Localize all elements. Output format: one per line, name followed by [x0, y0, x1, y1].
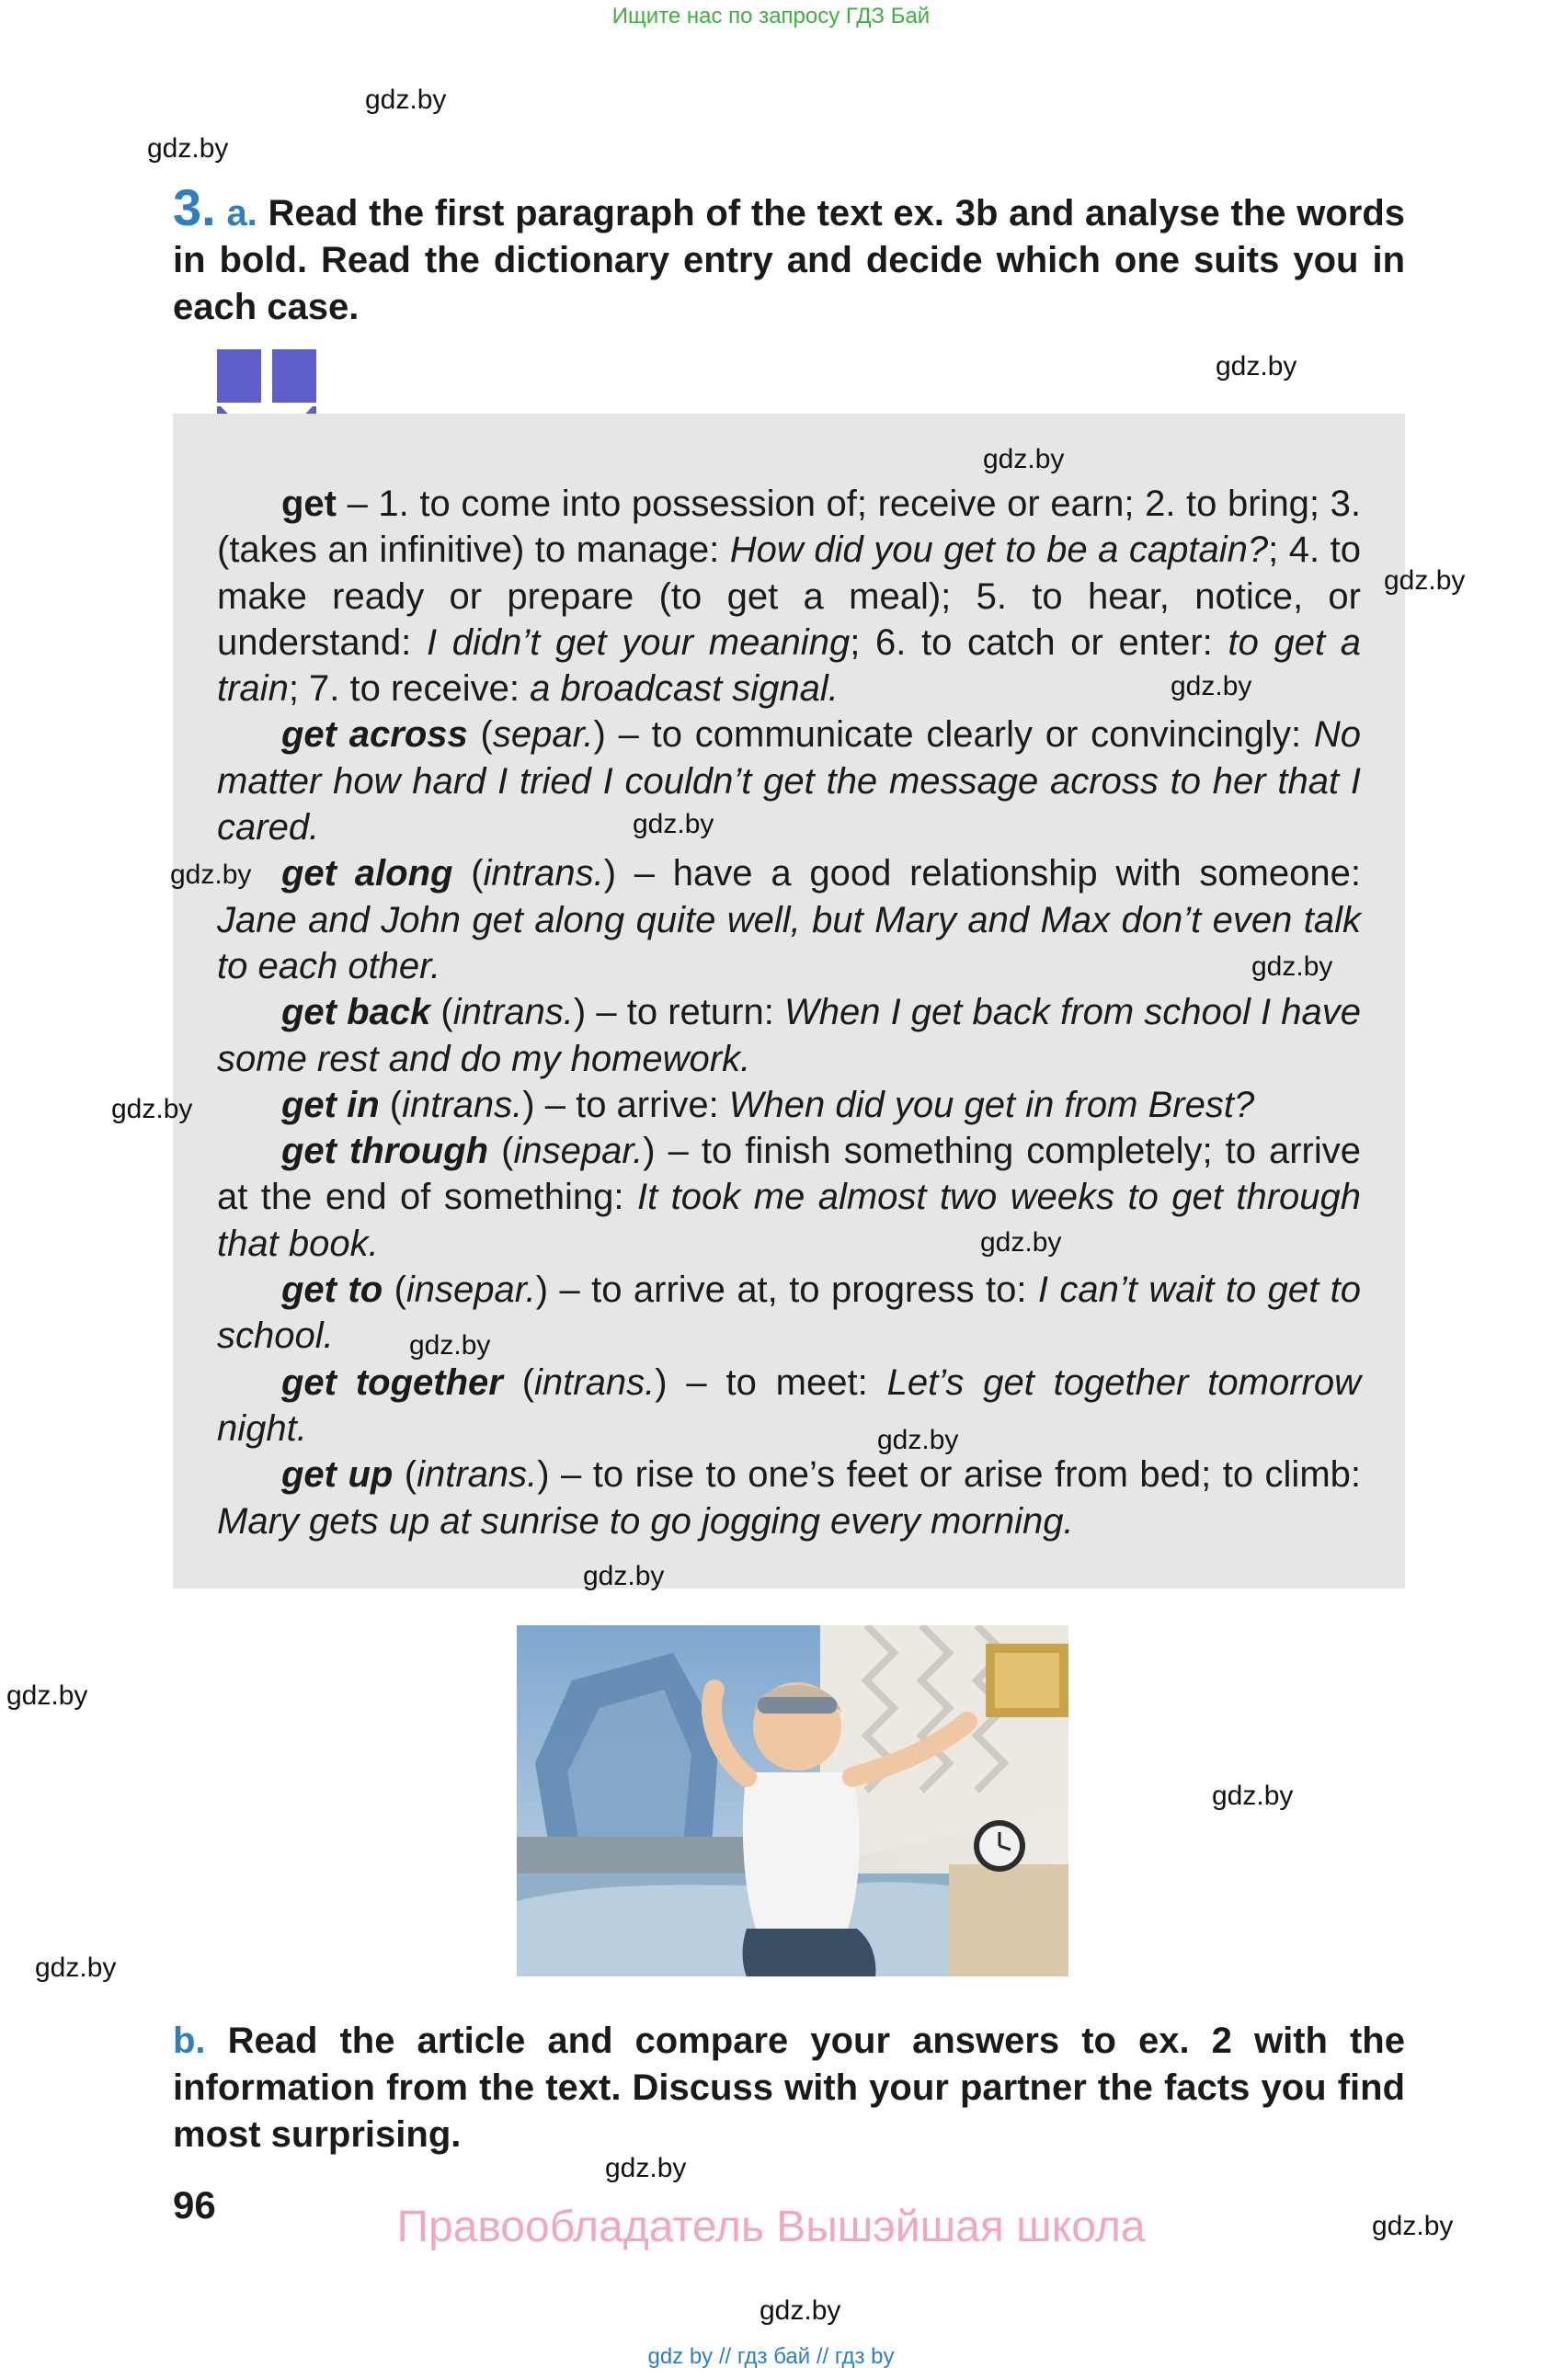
watermark: gdz.by [1251, 951, 1333, 982]
watermark: gdz.by [1372, 2211, 1454, 2241]
watermark: gdz.by [365, 85, 447, 115]
definition-text: ) – to communicate clearly or convincingly: [593, 714, 1314, 756]
example-text: Jane and John get along quite well, but Mary and Max don’t even talk to each other. [217, 899, 1361, 986]
task-3b-instruction [173, 2018, 1405, 2158]
definition-text: ; 4. to make ready or prepare (to get a meal); 5. to hear, notice, or understand: [217, 530, 1361, 663]
example-text: I can’t wait to get to school. [217, 1270, 1361, 1357]
example-text: When I get back from school I have some rest and do my homework. [217, 992, 1361, 1079]
definition-text: ) – to arrive: [522, 1084, 729, 1125]
headword: get up [281, 1454, 394, 1496]
dictionary-entry-get-together [217, 1360, 1361, 1452]
example-text: No matter how hard I tried I couldn’t get the message across to her that I cared. [217, 714, 1362, 848]
definition-text: ; 7. to receive: [288, 668, 531, 710]
example-text: Mary gets up at sunrise to go jogging every morning. [217, 1500, 1074, 1542]
watermark: gdz.by [1216, 351, 1297, 381]
definition-text: ( [383, 1270, 406, 1311]
example-text: When did you get in from Brest? [728, 1084, 1255, 1125]
definition-text: ) – to finish something completely; to arrive at the end of something: [217, 1131, 1362, 1218]
watermark: gdz.by [980, 1227, 1062, 1258]
watermark: gdz.by [633, 809, 714, 839]
example-text: separ. [492, 714, 594, 756]
example-text: intrans. [534, 1361, 656, 1403]
task-number: 3. [173, 178, 216, 236]
watermark: gdz.by [760, 2295, 841, 2326]
copyright-notice: Правообладатель Вышэйшая школа [396, 2203, 1146, 2251]
watermark: gdz.by [1171, 671, 1252, 701]
definition-text: ( [452, 853, 484, 894]
watermark: gdz.by [1212, 1781, 1294, 1811]
definition-text: ( [379, 1084, 403, 1125]
example-text: a broadcast signal. [530, 668, 839, 710]
dictionary-entry-get-across [217, 712, 1361, 850]
example-text: It took me almost two weeks to get through that book. [217, 1177, 1362, 1264]
watermark: gdz.by [1384, 565, 1466, 596]
photo-boy-waking-up [517, 1625, 1068, 1976]
headword: get along [281, 853, 453, 894]
headword: get to [281, 1270, 383, 1311]
watermark: gdz.by [6, 1680, 88, 1711]
definition-text: ; 6. to catch or enter: [850, 621, 1228, 663]
definition-text: ) – to meet: [655, 1361, 887, 1403]
headword: get across [281, 714, 468, 756]
dictionary-entry [217, 481, 1361, 1544]
definition-text: ) – to arrive at, to progress to: [535, 1270, 1038, 1311]
watermark: gdz.by [111, 1094, 193, 1124]
top-banner[interactable]: Ищите нас по запросу ГДЗ Бай [611, 4, 931, 28]
definition-text: – 1. to come into possession of; receive or earn; 2. to bring; 3. (takes an infinitive) to manage: [217, 484, 1361, 571]
watermark: gdz.by [409, 1330, 491, 1361]
definition-text: ( [488, 1131, 514, 1172]
watermark: gdz.by [983, 444, 1065, 474]
definition-text: ( [393, 1454, 417, 1496]
dictionary-entry-get-in [217, 1082, 1361, 1128]
example-text: I didn’t get your meaning [426, 621, 851, 663]
dictionary-entry-get-to [217, 1267, 1361, 1360]
example-text: insepar. [513, 1131, 644, 1172]
watermark: gdz.by [583, 1561, 665, 1591]
headword: get in [281, 1084, 380, 1125]
example-text: intrans. [402, 1084, 523, 1125]
dictionary-entry-get-along [217, 850, 1361, 989]
definition-text: ( [502, 1361, 535, 1403]
task-text: Read the first paragraph of the text ex. 3b and analyse the words in bold. Read the dictionary entry and decide which one suits you in each case. [173, 193, 1406, 327]
page-number: 96 [173, 2183, 216, 2226]
watermark: gdz.by [170, 860, 252, 890]
dictionary-entry-get-up [217, 1452, 1361, 1544]
definition-text: ) – to return: [573, 992, 784, 1033]
example-text: intrans. [483, 853, 604, 894]
watermark: gdz.by [35, 1953, 117, 1983]
definition-text: ( [430, 992, 453, 1033]
task-letter: a. [226, 193, 257, 233]
headword: get through [281, 1131, 489, 1172]
watermark: gdz.by [147, 133, 229, 164]
example-text: intrans. [417, 1454, 538, 1496]
headword: get [281, 484, 337, 524]
definition-text: ) – have a good relationship with someone: [603, 853, 1361, 894]
headword: get together [281, 1361, 503, 1403]
definition-text: ( [467, 714, 493, 756]
watermark: gdz.by [605, 2153, 687, 2183]
dictionary-entry-get-through [217, 1128, 1361, 1267]
example-text: insepar. [405, 1270, 536, 1311]
headword: get back [281, 992, 431, 1033]
example-text: to get a train [217, 621, 1362, 710]
example-text: How did you get to be a captain? [729, 530, 1269, 571]
task-letter: b. [173, 2021, 206, 2061]
definition-text: ) – to rise to one’s feet or arise from bed; to climb: [537, 1454, 1362, 1496]
watermark: gdz.by [877, 1425, 959, 1455]
example-text: Let’s get together tomorrow night. [217, 1361, 1361, 1449]
task-3a-instruction [173, 178, 1406, 331]
dictionary-entry-get-back [217, 989, 1361, 1082]
example-text: intrans. [452, 992, 574, 1033]
task-text: Read the article and compare your answers to ex. 2 with the information from the text. Discuss with your partner the facts you find most surprising. [173, 2021, 1405, 2155]
footer-links[interactable]: gdz by // гдз бай // гдз by [647, 2344, 895, 2369]
